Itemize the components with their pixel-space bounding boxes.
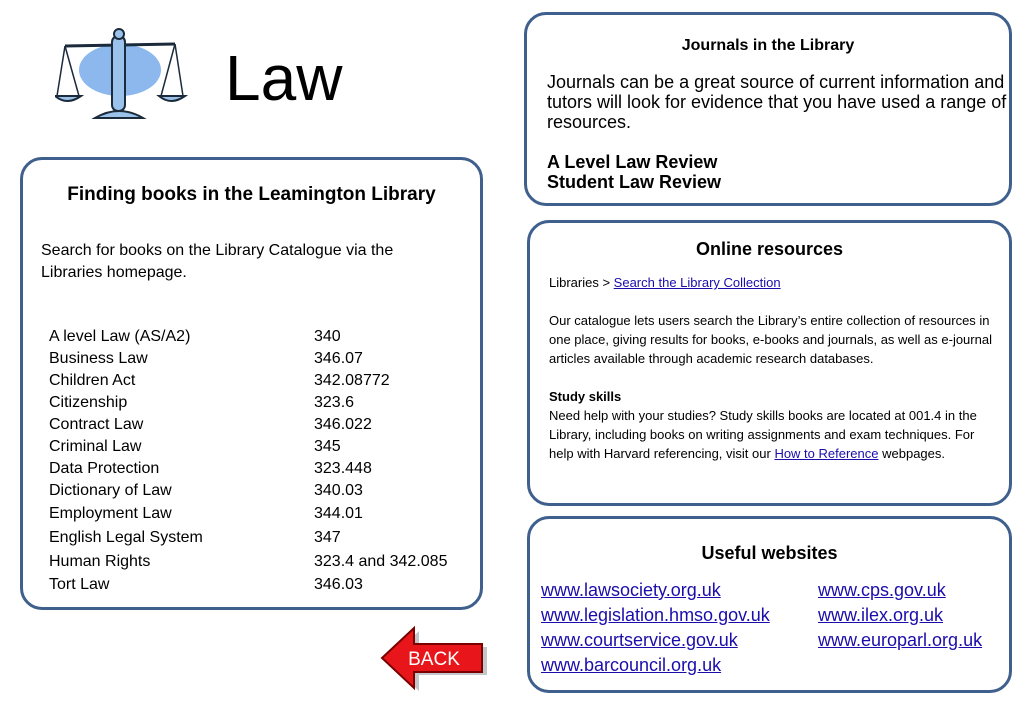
subject-cell: Employment Law bbox=[49, 505, 172, 522]
subject-cell: A level Law (AS/A2) bbox=[49, 328, 191, 345]
subject-cell: Dictionary of Law bbox=[49, 482, 172, 499]
books-intro bbox=[41, 240, 441, 284]
subject-cell: Children Act bbox=[49, 372, 136, 389]
europarl-link[interactable]: www.europarl.org.uk bbox=[818, 630, 983, 650]
courtservice-link[interactable]: www.courtservice.gov.uk bbox=[541, 630, 738, 650]
catalogue-description: Our catalogue lets users search the Library’s entire collection of resources in one place, giving results for books, e-books and journals, as well as e-journal articles available through academic research databases. bbox=[549, 313, 992, 366]
breadcrumb-prefix: Libraries > bbox=[549, 275, 614, 290]
cps-link[interactable]: www.cps.gov.uk bbox=[818, 580, 946, 600]
table-row bbox=[49, 326, 447, 348]
table-row bbox=[49, 392, 447, 414]
classmark-cell: 344.01 bbox=[314, 505, 363, 522]
journals-heading: Journals in the Library bbox=[681, 37, 855, 54]
study-skills-text bbox=[549, 406, 999, 463]
subject-cell: English Legal System bbox=[49, 529, 203, 546]
website-column bbox=[541, 578, 821, 678]
classmark-table bbox=[49, 326, 447, 596]
journals-panel bbox=[524, 12, 1012, 206]
table-row bbox=[49, 502, 447, 526]
search-library-collection-link[interactable]: Search the Library Collection bbox=[613, 275, 781, 290]
subject-cell: Citizenship bbox=[49, 394, 128, 411]
books-intro-line2: Libraries homepage. bbox=[41, 264, 187, 281]
table-row bbox=[49, 458, 447, 480]
online-content bbox=[549, 273, 999, 463]
lawsociety-link[interactable]: www.lawsociety.org.uk bbox=[541, 580, 721, 600]
table-row bbox=[49, 574, 447, 596]
page-title: Law bbox=[225, 42, 343, 114]
study-skills-heading: Study skills bbox=[549, 389, 622, 404]
journal-title: Student Law Review bbox=[547, 172, 722, 192]
classmark-cell: 347 bbox=[314, 529, 341, 546]
table-row bbox=[49, 348, 447, 370]
table-row bbox=[49, 526, 447, 550]
how-to-reference-link[interactable]: How to Reference bbox=[774, 446, 879, 461]
subject-cell: Tort Law bbox=[49, 576, 110, 593]
website-column bbox=[818, 578, 1018, 653]
classmark-cell: 346.022 bbox=[314, 416, 372, 433]
finding-books-panel bbox=[20, 157, 483, 610]
journal-titles bbox=[547, 152, 721, 192]
classmark-cell: 346.03 bbox=[314, 576, 363, 593]
table-row bbox=[49, 550, 447, 574]
table-row bbox=[49, 480, 447, 502]
scales-of-justice-icon bbox=[55, 26, 190, 131]
useful-websites-panel bbox=[527, 516, 1012, 693]
table-row bbox=[49, 370, 447, 392]
subject-cell: Contract Law bbox=[49, 416, 144, 433]
table-row bbox=[49, 414, 447, 436]
subject-cell: Human Rights bbox=[49, 553, 151, 570]
breadcrumb bbox=[549, 273, 999, 292]
back-label: BACK bbox=[408, 649, 460, 670]
online-heading: Online resources bbox=[695, 239, 844, 259]
journal-title: A Level Law Review bbox=[547, 152, 718, 172]
ilex-link[interactable]: www.ilex.org.uk bbox=[818, 605, 944, 625]
classmark-cell: 323.6 bbox=[314, 394, 355, 411]
table-row bbox=[49, 436, 447, 458]
books-intro-line1: Search for books on the Library Catalogue via the bbox=[41, 242, 394, 259]
subject-cell: Data Protection bbox=[49, 460, 160, 477]
classmark-cell: 323.448 bbox=[314, 460, 372, 477]
classmark-cell: 340.03 bbox=[314, 482, 363, 499]
classmark-cell: 323.4 and 342.085 bbox=[314, 553, 448, 570]
barcouncil-link[interactable]: www.barcouncil.org.uk bbox=[541, 655, 722, 675]
journals-body: Journals can be a great source of current information and tutors will look for evidence that you have used a range of resources. bbox=[547, 72, 1007, 132]
legislation-link[interactable]: www.legislation.hmso.gov.uk bbox=[541, 605, 770, 625]
websites-heading: Useful websites bbox=[701, 543, 838, 563]
online-resources-panel bbox=[527, 220, 1012, 506]
books-heading: Finding books in the Leamington Library bbox=[67, 184, 436, 205]
study-skills-suffix: webpages. bbox=[878, 446, 945, 461]
classmark-cell: 345 bbox=[314, 438, 341, 455]
subject-cell: Criminal Law bbox=[49, 438, 142, 455]
classmark-cell: 342.08772 bbox=[314, 372, 390, 389]
back-button[interactable] bbox=[378, 624, 490, 697]
classmark-cell: 340 bbox=[314, 328, 341, 345]
classmark-cell: 346.07 bbox=[314, 350, 363, 367]
subject-cell: Business Law bbox=[49, 350, 148, 367]
study-skills-body: Need help with your studies? Study skills books are located at 001.4 in the Library, including books on writing assignments and exam techniques. For help with Harvard referencing, visit our bbox=[549, 408, 977, 461]
